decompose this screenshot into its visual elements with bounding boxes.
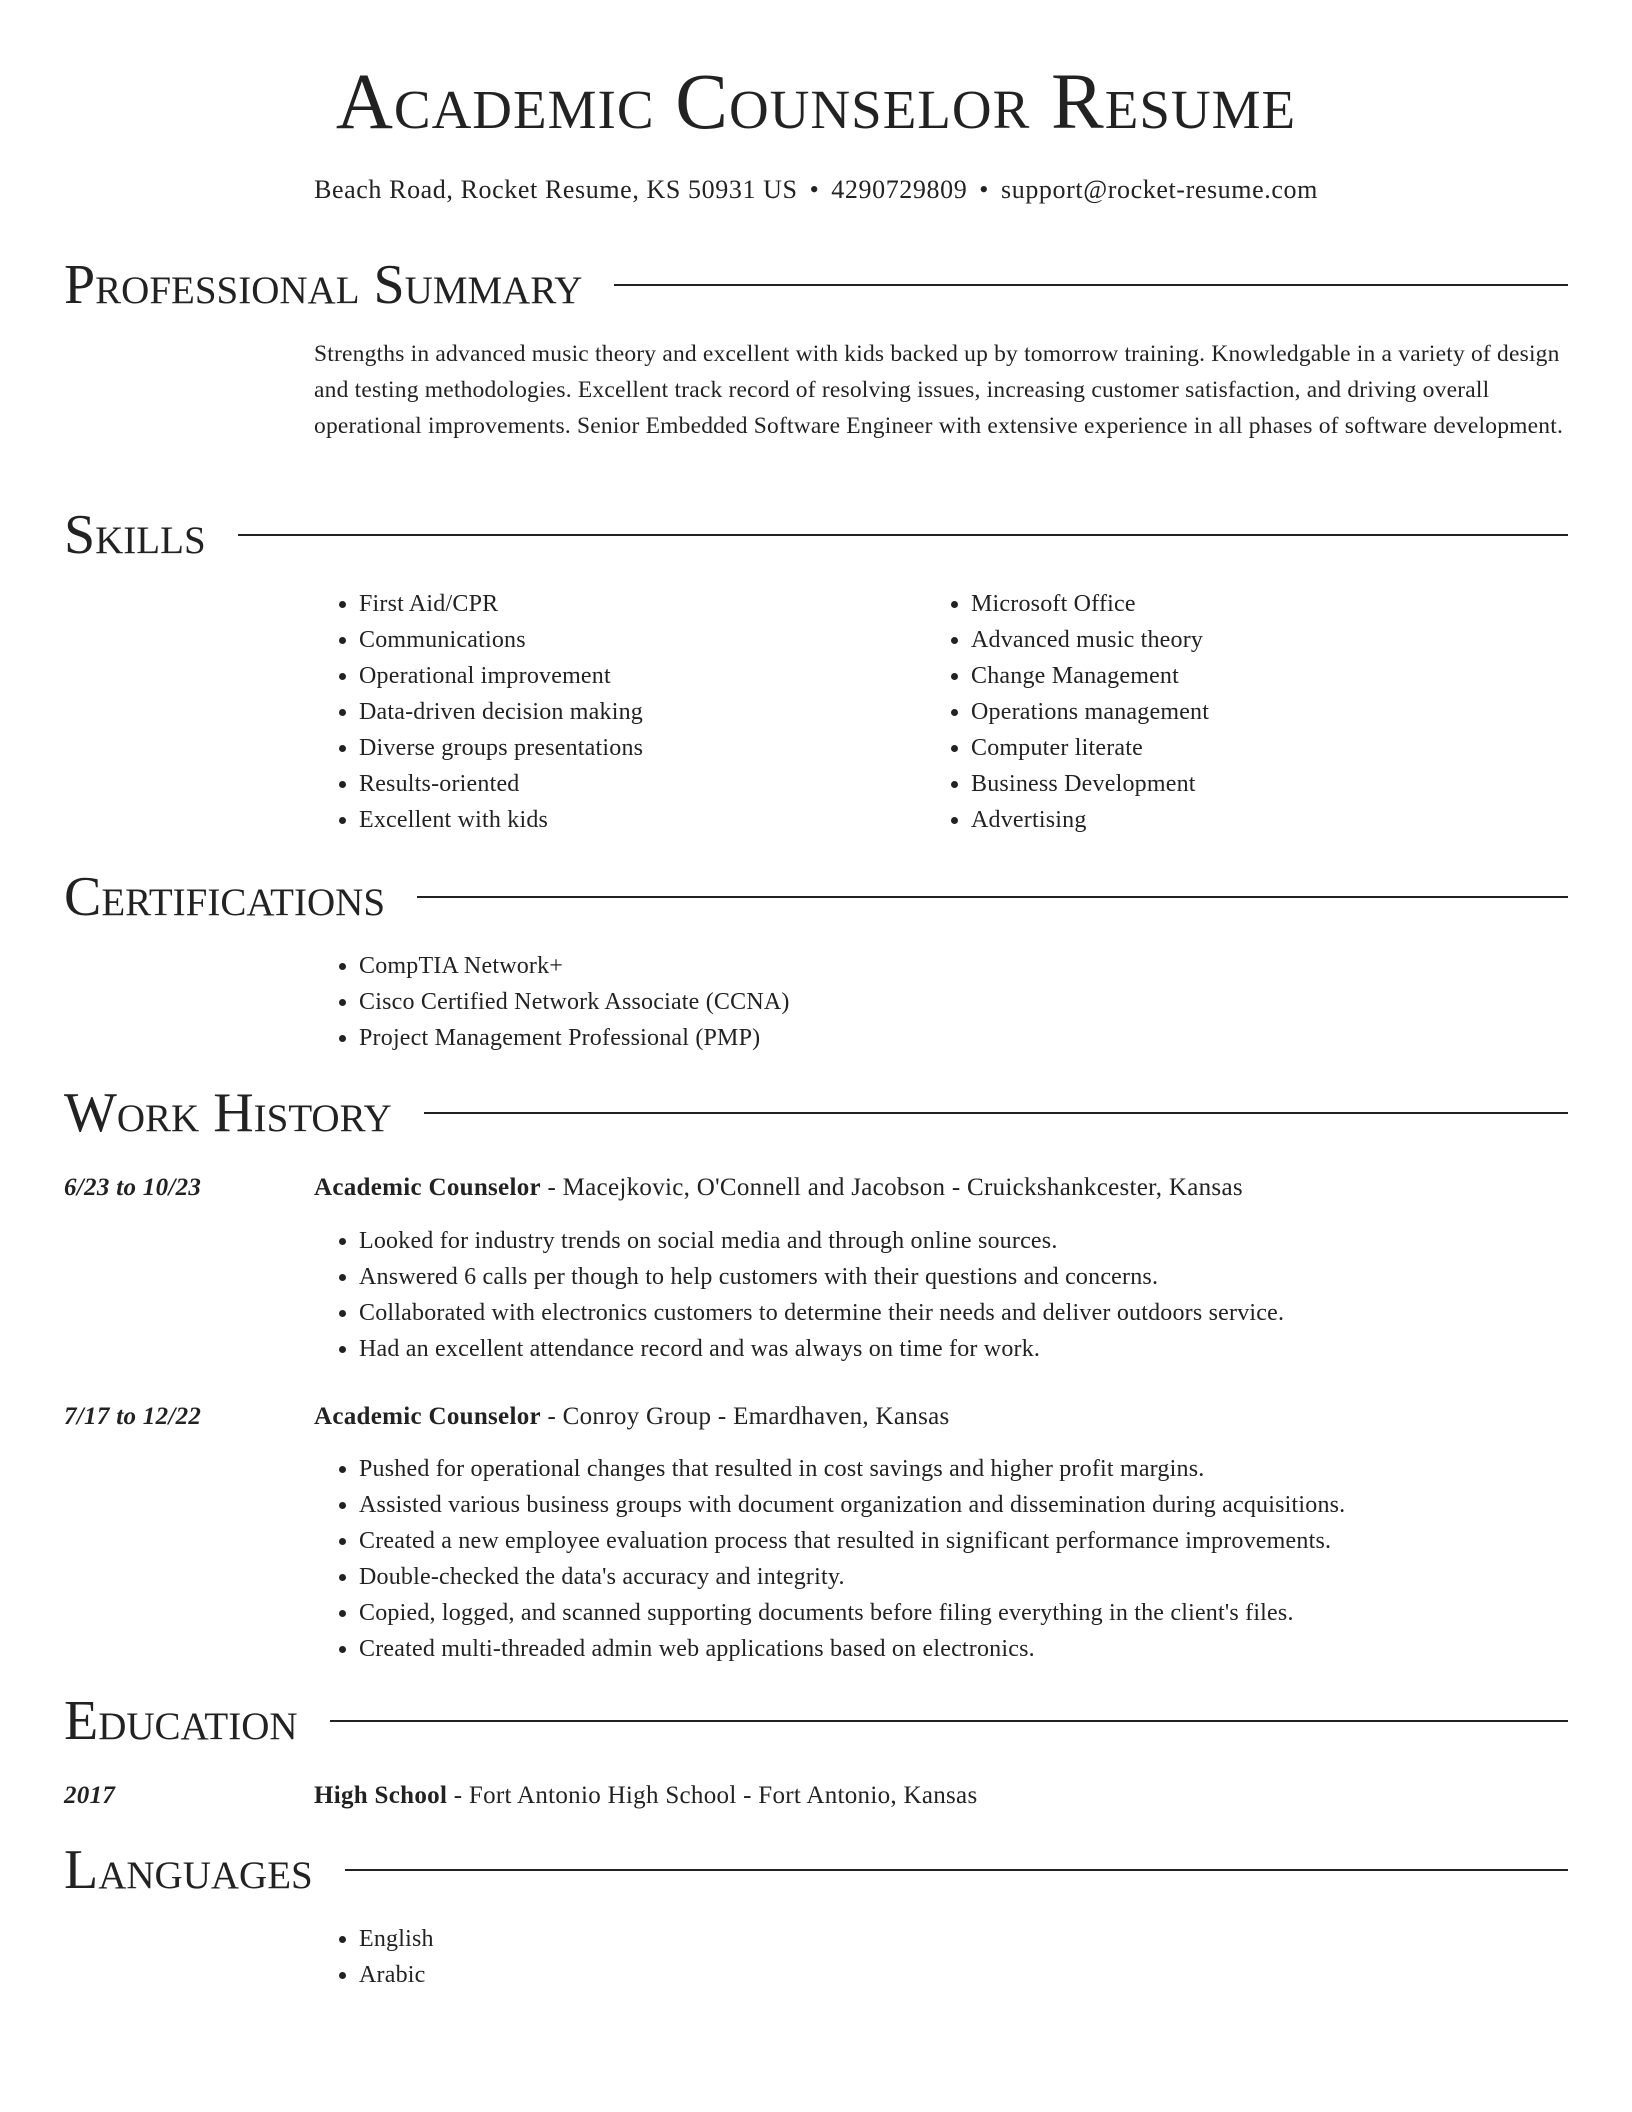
list-item: • First Aid/CPR: [359, 586, 919, 622]
list-item: • Looked for industry trends on social media and through online sources.: [359, 1223, 1609, 1259]
list-item: • Advanced music theory: [971, 622, 1571, 658]
section-title-languages: Languages: [64, 1839, 313, 1901]
list-item: • Computer literate: [971, 730, 1571, 766]
section-divider: [614, 284, 1568, 286]
resume-title: Academic Counselor Resume: [335, 59, 1297, 146]
education-degree: High School: [314, 1782, 448, 1809]
list-item: • English: [359, 1921, 959, 1957]
certifications-section-header: [64, 862, 1568, 932]
job-title: Academic Counselor: [314, 1403, 541, 1430]
section-title-skills: Skills: [64, 504, 206, 566]
list-item: • Created multi-threaded admin web applications based on electronics.: [359, 1631, 1609, 1667]
languages-section-header: [64, 1835, 1568, 1905]
list-item: • Communications: [359, 622, 919, 658]
list-item: • Diverse groups presentations: [359, 730, 919, 766]
job-title: Academic Counselor: [314, 1174, 541, 1201]
job-dates: 6/23 to 10/23: [64, 1174, 202, 1201]
education-details: - Fort Antonio High School - Fort Antonio, Kansas: [447, 1782, 978, 1809]
list-item: • Answered 6 calls per though to help customers with their questions and concerns.: [359, 1259, 1609, 1295]
list-item: • Created a new employee evaluation process that resulted in significant performance improvements.: [359, 1523, 1609, 1559]
list-item: • Project Management Professional (PMP): [359, 1020, 1559, 1056]
list-item: • Business Development: [971, 766, 1571, 802]
list-item: • Pushed for operational changes that resulted in cost savings and higher profit margins.: [359, 1451, 1609, 1487]
list-item: • Results-oriented: [359, 766, 919, 802]
section-title-summary: Professional Summary: [64, 254, 583, 316]
education-year: 2017: [64, 1782, 116, 1809]
section-title-work: Work History: [64, 1082, 392, 1144]
list-item: • Excellent with kids: [359, 802, 919, 838]
contact-address: Beach Road, Rocket Resume, KS 50931 US: [314, 175, 798, 204]
section-divider: [330, 1720, 1568, 1722]
skills-list-right: [926, 586, 1571, 838]
education-heading: [314, 1778, 978, 1814]
summary-text: Strengths in advanced music theory and excellent with kids backed up by tomorrow training. Knowledgable in a variety of design and testing methodologies. Excellent track record of resolving issues, increasing customer satisfaction, and driving overall operational improvements. Senior Embedded Software Engineer with extensive experience in all phases of software development.: [314, 341, 1564, 439]
list-item: • Had an excellent attendance record and was always on time for work.: [359, 1331, 1609, 1367]
section-divider: [345, 1869, 1568, 1871]
list-item: • Microsoft Office: [971, 586, 1571, 622]
contact-separator: •: [979, 175, 989, 204]
education-section-header: [64, 1686, 1568, 1756]
list-item: • Operational improvement: [359, 658, 919, 694]
contact-phone: 4290729809: [831, 175, 968, 204]
contact-line: [0, 172, 1632, 208]
section-title-education: Education: [64, 1690, 298, 1752]
work-section-header: [64, 1078, 1568, 1148]
list-item: • Data-driven decision making: [359, 694, 919, 730]
job-details: - Macejkovic, O'Connell and Jacobson - Cruickshankcester, Kansas: [540, 1174, 1243, 1201]
job-dates: 7/17 to 12/22: [64, 1403, 202, 1430]
languages-list: [314, 1921, 959, 1993]
skills-list-left: [314, 586, 919, 838]
section-divider: [424, 1112, 1568, 1114]
list-item: • Advertising: [971, 802, 1571, 838]
list-item: • Arabic: [359, 1957, 959, 1993]
section-title-certifications: Certifications: [64, 866, 386, 928]
list-item: • Assisted various business groups with document organization and dissemination during acquisitions.: [359, 1487, 1609, 1523]
certifications-list: [314, 948, 1559, 1056]
section-divider: [238, 534, 1568, 536]
list-item: • Operations management: [971, 694, 1571, 730]
job-heading: [314, 1399, 950, 1435]
list-item: • Change Management: [971, 658, 1571, 694]
summary-section-header: [64, 250, 1568, 320]
list-item: • Copied, logged, and scanned supporting documents before filing everything in the client's files.: [359, 1595, 1609, 1631]
contact-email: support@rocket-resume.com: [1001, 175, 1318, 204]
skills-section-header: [64, 500, 1568, 570]
job-heading: [314, 1170, 1243, 1206]
list-item: • Collaborated with electronics customers to determine their needs and deliver outdoors service.: [359, 1295, 1609, 1331]
contact-separator: •: [809, 175, 820, 204]
job-details: - Conroy Group - Emardhaven, Kansas: [540, 1403, 950, 1430]
list-item: • CompTIA Network+: [359, 948, 1559, 984]
job-bullets: [314, 1451, 1609, 1667]
list-item: • Double-checked the data's accuracy and integrity.: [359, 1559, 1609, 1595]
list-item: • Cisco Certified Network Associate (CCNA): [359, 984, 1559, 1020]
section-divider: [417, 896, 1568, 898]
job-bullets: [314, 1223, 1609, 1367]
